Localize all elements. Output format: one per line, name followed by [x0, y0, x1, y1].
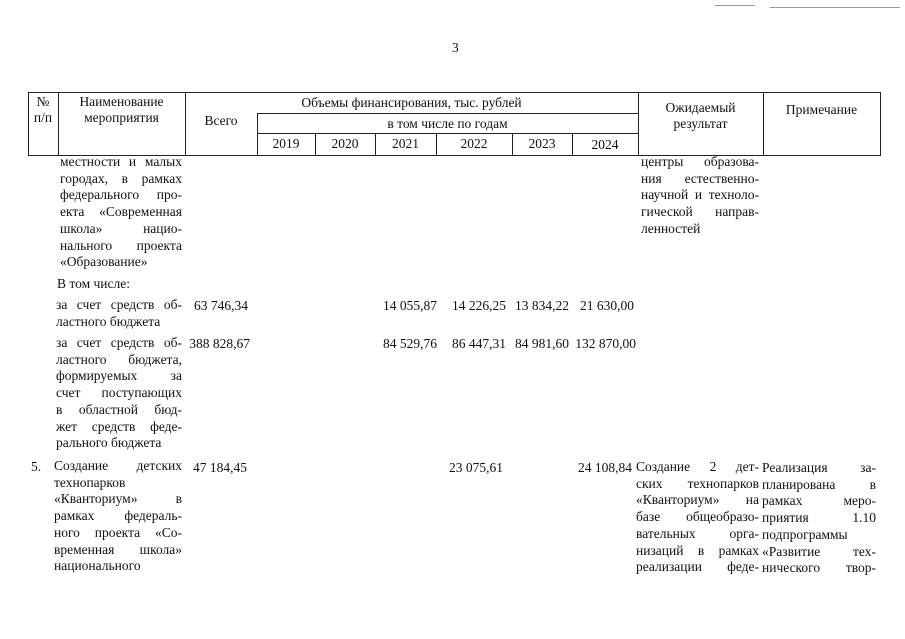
header-funding: Объемы финансирования, тыс. рублей — [301, 95, 522, 110]
item-name: Создание детских технопарков «Кванториум» в рамках федераль- ного проекта «Со- временная школа» национального — [54, 458, 182, 574]
header-total: Всего — [204, 113, 238, 128]
header-num: № п/п — [33, 94, 53, 125]
header-result: Ожидаемый результат — [665, 100, 736, 131]
row-name: за счет средств об- ластного бюджета — [56, 297, 182, 329]
row-2023: 13 834,22 — [515, 298, 569, 313]
row-total: 388 828,67 — [189, 336, 250, 351]
item-result: Создание 2 дет- ских технопарков «Кванториум» на базе общеобразо- вательных орга- низаций в рамках реализации феде- — [636, 459, 759, 575]
row-2024: 132 870,00 — [575, 336, 636, 351]
continuation-name: местности и малых городах, в рамках федерального про- екта «Современная школа» нацио- нального проекта «Образование» — [60, 154, 182, 270]
row-2024: 21 630,00 — [580, 298, 634, 313]
page-number: 3 — [452, 40, 459, 55]
row-2023: 84 981,60 — [515, 336, 569, 351]
header-year-2020: 2020 — [331, 136, 359, 151]
header-by-years: в том числе по годам — [387, 116, 508, 131]
header-year-2021: 2021 — [392, 136, 419, 151]
row-2022: 86 447,31 — [452, 336, 506, 351]
continuation-result: центры образова- ния естественно- научной и техноло- гической направ- ленностей — [641, 154, 759, 236]
row-2021: 84 529,76 — [383, 336, 437, 351]
row-2021: 14 055,87 — [383, 298, 437, 313]
item-2022: 23 075,61 — [449, 460, 503, 475]
item-note: Реализация за- планирована в рамках меро- приятия 1.10 подпрограммы «Развитие тех- нического твор- — [762, 460, 876, 576]
item-number: 5. — [31, 459, 42, 474]
item-total: 47 184,45 — [193, 460, 247, 475]
row-total: 63 746,34 — [194, 298, 248, 313]
header-year-2019: 2019 — [272, 136, 300, 151]
header-name: Наименование мероприятия — [79, 94, 164, 125]
header-year-2022: 2022 — [460, 136, 488, 151]
scan-artifact — [715, 5, 755, 6]
header-year-2023: 2023 — [528, 136, 556, 151]
including-label: В том числе: — [57, 276, 130, 291]
row-name: за счет средств об- ластного бюджета, формируемых за счет поступающих в областной бюд- жет средств феде- рального бюджета — [56, 335, 182, 451]
header-note: Примечание — [785, 102, 858, 117]
row-2022: 14 226,25 — [452, 298, 506, 313]
item-2024: 24 108,84 — [578, 460, 632, 475]
scan-artifact — [770, 7, 900, 8]
header-year-2024: 2024 — [591, 137, 619, 152]
